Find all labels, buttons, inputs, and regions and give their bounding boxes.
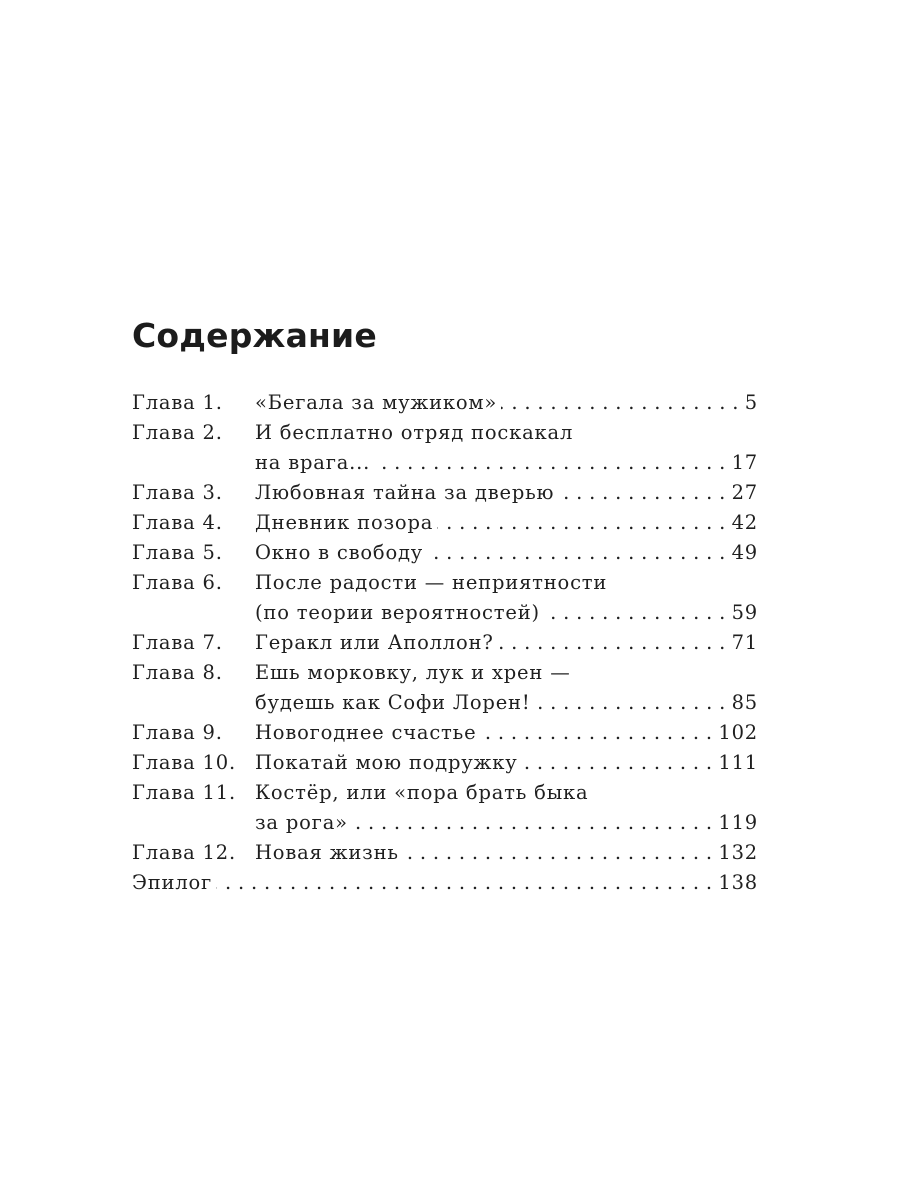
chapter-title: Новая жизнь [255, 841, 399, 864]
page-number: 59 [731, 601, 758, 624]
chapter-label: Глава 8. [132, 661, 223, 684]
dot-leader [535, 688, 726, 718]
dot-leader [522, 748, 713, 778]
toc-entry[interactable] [132, 718, 758, 748]
page-title: Содержание [132, 316, 377, 355]
toc-entry[interactable] [132, 748, 758, 778]
dot-leader [498, 628, 726, 658]
chapter-label: Глава 3. [132, 481, 223, 504]
dot-leader [437, 508, 725, 538]
chapter-title-cont: на врага... [255, 451, 371, 474]
toc-entry[interactable] [255, 598, 758, 628]
chapter-label: Глава 12. [132, 841, 236, 864]
toc-entry[interactable] [132, 478, 758, 508]
chapter-title-cont: будешь как Софи Лорен! [255, 691, 531, 714]
toc-entry-line[interactable] [132, 658, 758, 688]
chapter-label: Глава 6. [132, 571, 223, 594]
page-number: 71 [731, 631, 758, 654]
page-number: 85 [731, 691, 758, 714]
chapter-label: Глава 10. [132, 751, 236, 774]
toc-entry-line[interactable] [132, 418, 758, 448]
chapter-title: Костёр, или «пора брать быка [255, 781, 589, 804]
chapter-title: Покатай мою подружку [255, 751, 518, 774]
dot-leader [544, 598, 726, 628]
toc-entry[interactable] [132, 388, 758, 418]
chapter-title: И бесплатно отряд поскакал [255, 421, 574, 444]
dot-leader [480, 718, 712, 748]
chapter-label: Глава 11. [132, 781, 236, 804]
chapter-title: После радости — неприятности [255, 571, 608, 594]
chapter-label: Глава 9. [132, 721, 223, 744]
page-number: 132 [718, 841, 758, 864]
toc-entry-line[interactable] [132, 778, 758, 808]
chapter-title: «Бегала за мужиком» [255, 391, 498, 414]
toc-entry[interactable] [132, 628, 758, 658]
dot-leader [216, 868, 712, 898]
chapter-label: Глава 5. [132, 541, 223, 564]
chapter-title: Новогоднее счастье [255, 721, 477, 744]
chapter-title: Геракл или Аполлон? [255, 631, 494, 654]
table-of-contents [132, 388, 758, 898]
chapter-title: Дневник позора [255, 511, 434, 534]
chapter-label: Глава 7. [132, 631, 223, 654]
dot-leader [558, 478, 725, 508]
page-number: 5 [744, 391, 758, 414]
toc-entry-epilogue[interactable] [132, 868, 758, 898]
toc-entry-line[interactable] [132, 568, 758, 598]
page-number: 17 [731, 451, 758, 474]
page-number: 111 [718, 751, 758, 774]
toc-entry[interactable] [255, 808, 758, 838]
page-number: 102 [718, 721, 758, 744]
dot-leader [427, 538, 725, 568]
chapter-title: Ешь морковку, лук и хрен — [255, 661, 571, 684]
page-number: 49 [731, 541, 758, 564]
chapter-label: Глава 2. [132, 421, 223, 444]
toc-entry[interactable] [132, 538, 758, 568]
dot-leader [501, 388, 739, 418]
toc-entry[interactable] [132, 508, 758, 538]
toc-entry[interactable] [255, 448, 758, 478]
toc-entry[interactable] [132, 838, 758, 868]
toc-entry[interactable] [255, 688, 758, 718]
chapter-title: Окно в свободу [255, 541, 424, 564]
chapter-label: Глава 1. [132, 391, 223, 414]
chapter-title: Любовная тайна за дверью [255, 481, 555, 504]
chapter-label: Глава 4. [132, 511, 223, 534]
page-number: 119 [718, 811, 758, 834]
dot-leader [374, 448, 725, 478]
page-number: 42 [731, 511, 758, 534]
dot-leader [352, 808, 713, 838]
page-number: 27 [731, 481, 758, 504]
page-number: 138 [718, 871, 758, 894]
epilogue-title: Эпилог [132, 871, 213, 894]
dot-leader [403, 838, 713, 868]
chapter-title-cont: за рога» [255, 811, 348, 834]
chapter-title-cont: (по теории вероятностей) [255, 601, 540, 624]
